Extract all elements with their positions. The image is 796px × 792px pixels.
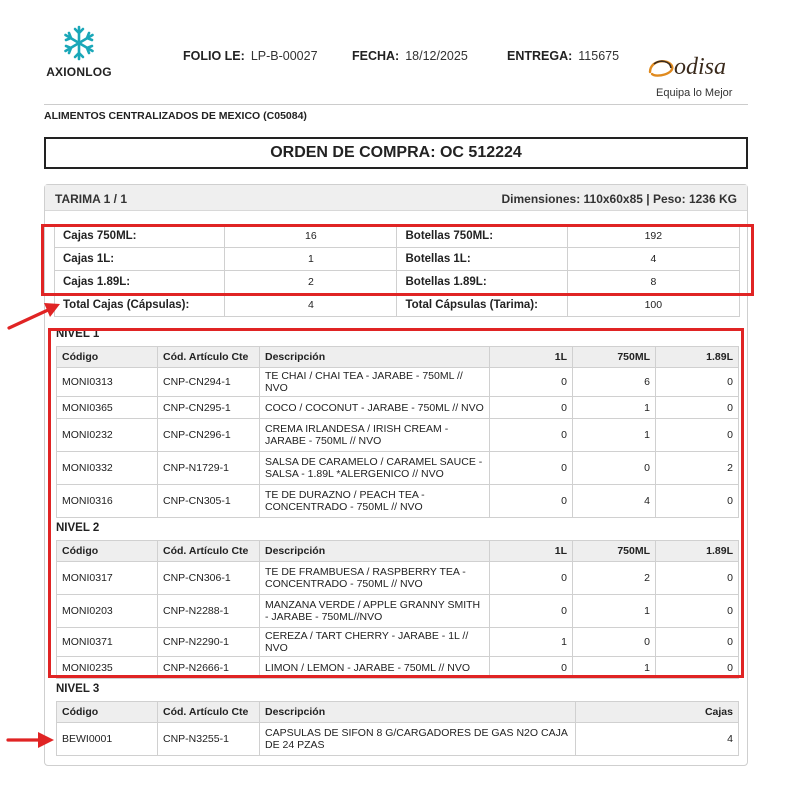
cell-189l: 0: [656, 397, 739, 419]
cell-cajas: 4: [576, 723, 739, 756]
cell-codigo: MONI0365: [57, 397, 158, 419]
cell-189l: 0: [656, 485, 739, 518]
cell-750ml: 0: [573, 452, 656, 485]
col-cajas: Cajas: [576, 702, 739, 723]
cell-750ml: 1: [573, 397, 656, 419]
cell-1l: 0: [490, 419, 573, 452]
col-codigo: Código: [57, 347, 158, 368]
col-descripcion: Descripción: [260, 347, 490, 368]
summary-value: 2: [225, 271, 397, 294]
col-descripcion: Descripción: [260, 541, 490, 562]
cell-1l: 0: [490, 452, 573, 485]
cell-189l: 0: [656, 368, 739, 397]
order-title: ORDEN DE COMPRA: OC 512224: [44, 137, 748, 169]
cell-189l: 0: [656, 628, 739, 657]
brand-name: AXIONLOG: [46, 65, 112, 79]
summary-label: Botellas 750ML:: [397, 225, 567, 248]
cell-189l: 0: [656, 562, 739, 595]
cell-750ml: 1: [573, 419, 656, 452]
col-cod-cte: Cód. Artículo Cte: [158, 702, 260, 723]
summary-value: 8: [567, 271, 739, 294]
cell-cod-cte: CNP-CN296-1: [158, 419, 260, 452]
nivel-3-title: NIVEL 3: [56, 683, 100, 695]
folio-label: FOLIO LE:: [183, 49, 245, 63]
cell-189l: 0: [656, 657, 739, 679]
col-189l: 1.89L: [656, 347, 739, 368]
col-codigo: Código: [57, 702, 158, 723]
cell-cod-cte: CNP-N2666-1: [158, 657, 260, 679]
summary-value: 16: [225, 225, 397, 248]
arrow-icon: [6, 300, 66, 332]
summary-value: 4: [567, 248, 739, 271]
folio-value: LP-B-00027: [250, 49, 318, 63]
cell-1l: 0: [490, 397, 573, 419]
cell-750ml: 6: [573, 368, 656, 397]
nivel-3-body: [57, 723, 739, 756]
cell-codigo: BEWI0001: [57, 723, 158, 756]
cell-cod-cte: CNP-CN306-1: [158, 562, 260, 595]
cell-descripcion: LIMON / LEMON - JARABE - 750ML // NVO: [260, 657, 490, 679]
cell-189l: 0: [656, 419, 739, 452]
cell-descripcion: CREMA IRLANDESA / IRISH CREAM - JARABE - 750ML // NVO: [260, 419, 490, 452]
folio-field: [183, 49, 318, 63]
cell-750ml: 4: [573, 485, 656, 518]
col-1l: 1L: [490, 541, 573, 562]
cell-codigo: MONI0316: [57, 485, 158, 518]
cell-cod-cte: CNP-N1729-1: [158, 452, 260, 485]
col-cod-cte: Cód. Artículo Cte: [158, 347, 260, 368]
cell-cod-cte: CNP-CN295-1: [158, 397, 260, 419]
tarima-header: [45, 185, 747, 211]
summary-label: Cajas 1L:: [55, 248, 225, 271]
summary-value: 100: [567, 294, 739, 317]
cell-cod-cte: CNP-N2290-1: [158, 628, 260, 657]
summary-label: Botellas 1L:: [397, 248, 567, 271]
summary-label: Cajas 750ML:: [55, 225, 225, 248]
col-750ml: 750ML: [573, 541, 656, 562]
col-1l: 1L: [490, 347, 573, 368]
col-codigo: Código: [57, 541, 158, 562]
cell-750ml: 1: [573, 657, 656, 679]
logo-text: odisa: [674, 54, 727, 80]
snowflake-icon: [62, 24, 96, 62]
fecha-field: [352, 49, 468, 63]
cell-descripcion: MANZANA VERDE / APPLE GRANNY SMITH - JARABE - 750ML//NVO: [260, 595, 490, 628]
cell-1l: 0: [490, 562, 573, 595]
summary-value: 1: [225, 248, 397, 271]
col-750ml: 750ML: [573, 347, 656, 368]
cell-descripcion: SALSA DE CARAMELO / CARAMEL SAUCE - SALSA - 1.89L *ALERGENICO // NVO: [260, 452, 490, 485]
cell-cod-cte: CNP-N2288-1: [158, 595, 260, 628]
cell-1l: 0: [490, 595, 573, 628]
cell-750ml: 1: [573, 595, 656, 628]
cell-codigo: MONI0371: [57, 628, 158, 657]
nivel-3-table: [56, 701, 739, 756]
col-189l: 1.89L: [656, 541, 739, 562]
entrega-label: ENTREGA:: [507, 49, 573, 63]
cell-codigo: MONI0203: [57, 595, 158, 628]
cell-750ml: 0: [573, 628, 656, 657]
entrega-field: [507, 49, 619, 63]
cell-1l: 0: [490, 368, 573, 397]
summary-label: Total Cajas (Cápsulas):: [55, 294, 225, 317]
document-header: [44, 22, 748, 99]
cell-1l: 0: [490, 657, 573, 679]
odisa-logo: [638, 42, 748, 102]
summary-label: Total Cápsulas (Tarima):: [397, 294, 567, 317]
logo-tagline: Equipa lo Mejor: [656, 87, 733, 99]
summary-label: Cajas 1.89L:: [55, 271, 225, 294]
cell-descripcion: TE DE DURAZNO / PEACH TEA - CONCENTRADO - 750ML // NVO: [260, 485, 490, 518]
cell-descripcion: CAPSULAS DE SIFON 8 G/CARGADORES DE GAS N2O CAJA DE 24 PZAS: [260, 723, 576, 756]
summary-row: [55, 294, 740, 317]
summary-value: 192: [567, 225, 739, 248]
cell-1l: 0: [490, 485, 573, 518]
summary-label: Botellas 1.89L:: [397, 271, 567, 294]
entrega-value: 115675: [578, 49, 620, 63]
odisa-logo-mark: [648, 50, 740, 80]
summary-value: 4: [225, 294, 397, 317]
client-name: ALIMENTOS CENTRALIZADOS DE MEXICO (C05084): [44, 110, 307, 122]
col-descripcion: Descripción: [260, 702, 576, 723]
table-header-row: [57, 702, 739, 723]
fecha-value: 18/12/2025: [405, 49, 468, 63]
cell-189l: 2: [656, 452, 739, 485]
nivel-2-title: NIVEL 2: [56, 522, 100, 534]
cell-codigo: MONI0235: [57, 657, 158, 679]
cell-cod-cte: CNP-CN305-1: [158, 485, 260, 518]
cell-descripcion: TE DE FRAMBUESA / RASPBERRY TEA - CONCENTRADO - 750ML // NVO: [260, 562, 490, 595]
cell-750ml: 2: [573, 562, 656, 595]
cell-cod-cte: CNP-CN294-1: [158, 368, 260, 397]
fecha-label: FECHA:: [352, 49, 400, 63]
cell-codigo: MONI0313: [57, 368, 158, 397]
cell-codigo: MONI0232: [57, 419, 158, 452]
tarima-title: TARIMA 1 / 1: [55, 192, 128, 206]
col-cod-cte: Cód. Artículo Cte: [158, 541, 260, 562]
levels-highlight-box: [48, 328, 744, 678]
cell-descripcion: TE CHAI / CHAI TEA - JARABE - 750ML // NVO: [260, 368, 490, 397]
brand-block: [44, 22, 114, 79]
cell-189l: 0: [656, 595, 739, 628]
table-row: [57, 723, 739, 756]
cell-descripcion: CEREZA / TART CHERRY - JARABE - 1L // NVO: [260, 628, 490, 657]
tarima-dimensions: Dimensiones: 110x60x85 | Peso: 1236 KG: [501, 192, 737, 206]
summary-highlight-box: [41, 224, 754, 296]
cell-descripcion: COCO / COCONUT - JARABE - 750ML // NVO: [260, 397, 490, 419]
cell-codigo: MONI0317: [57, 562, 158, 595]
cell-codigo: MONI0332: [57, 452, 158, 485]
cell-1l: 1: [490, 628, 573, 657]
cell-cod-cte: CNP-N3255-1: [158, 723, 260, 756]
nivel-1-title: NIVEL 1: [56, 328, 100, 340]
header-divider: [44, 104, 748, 105]
arrow-icon: [6, 730, 56, 750]
